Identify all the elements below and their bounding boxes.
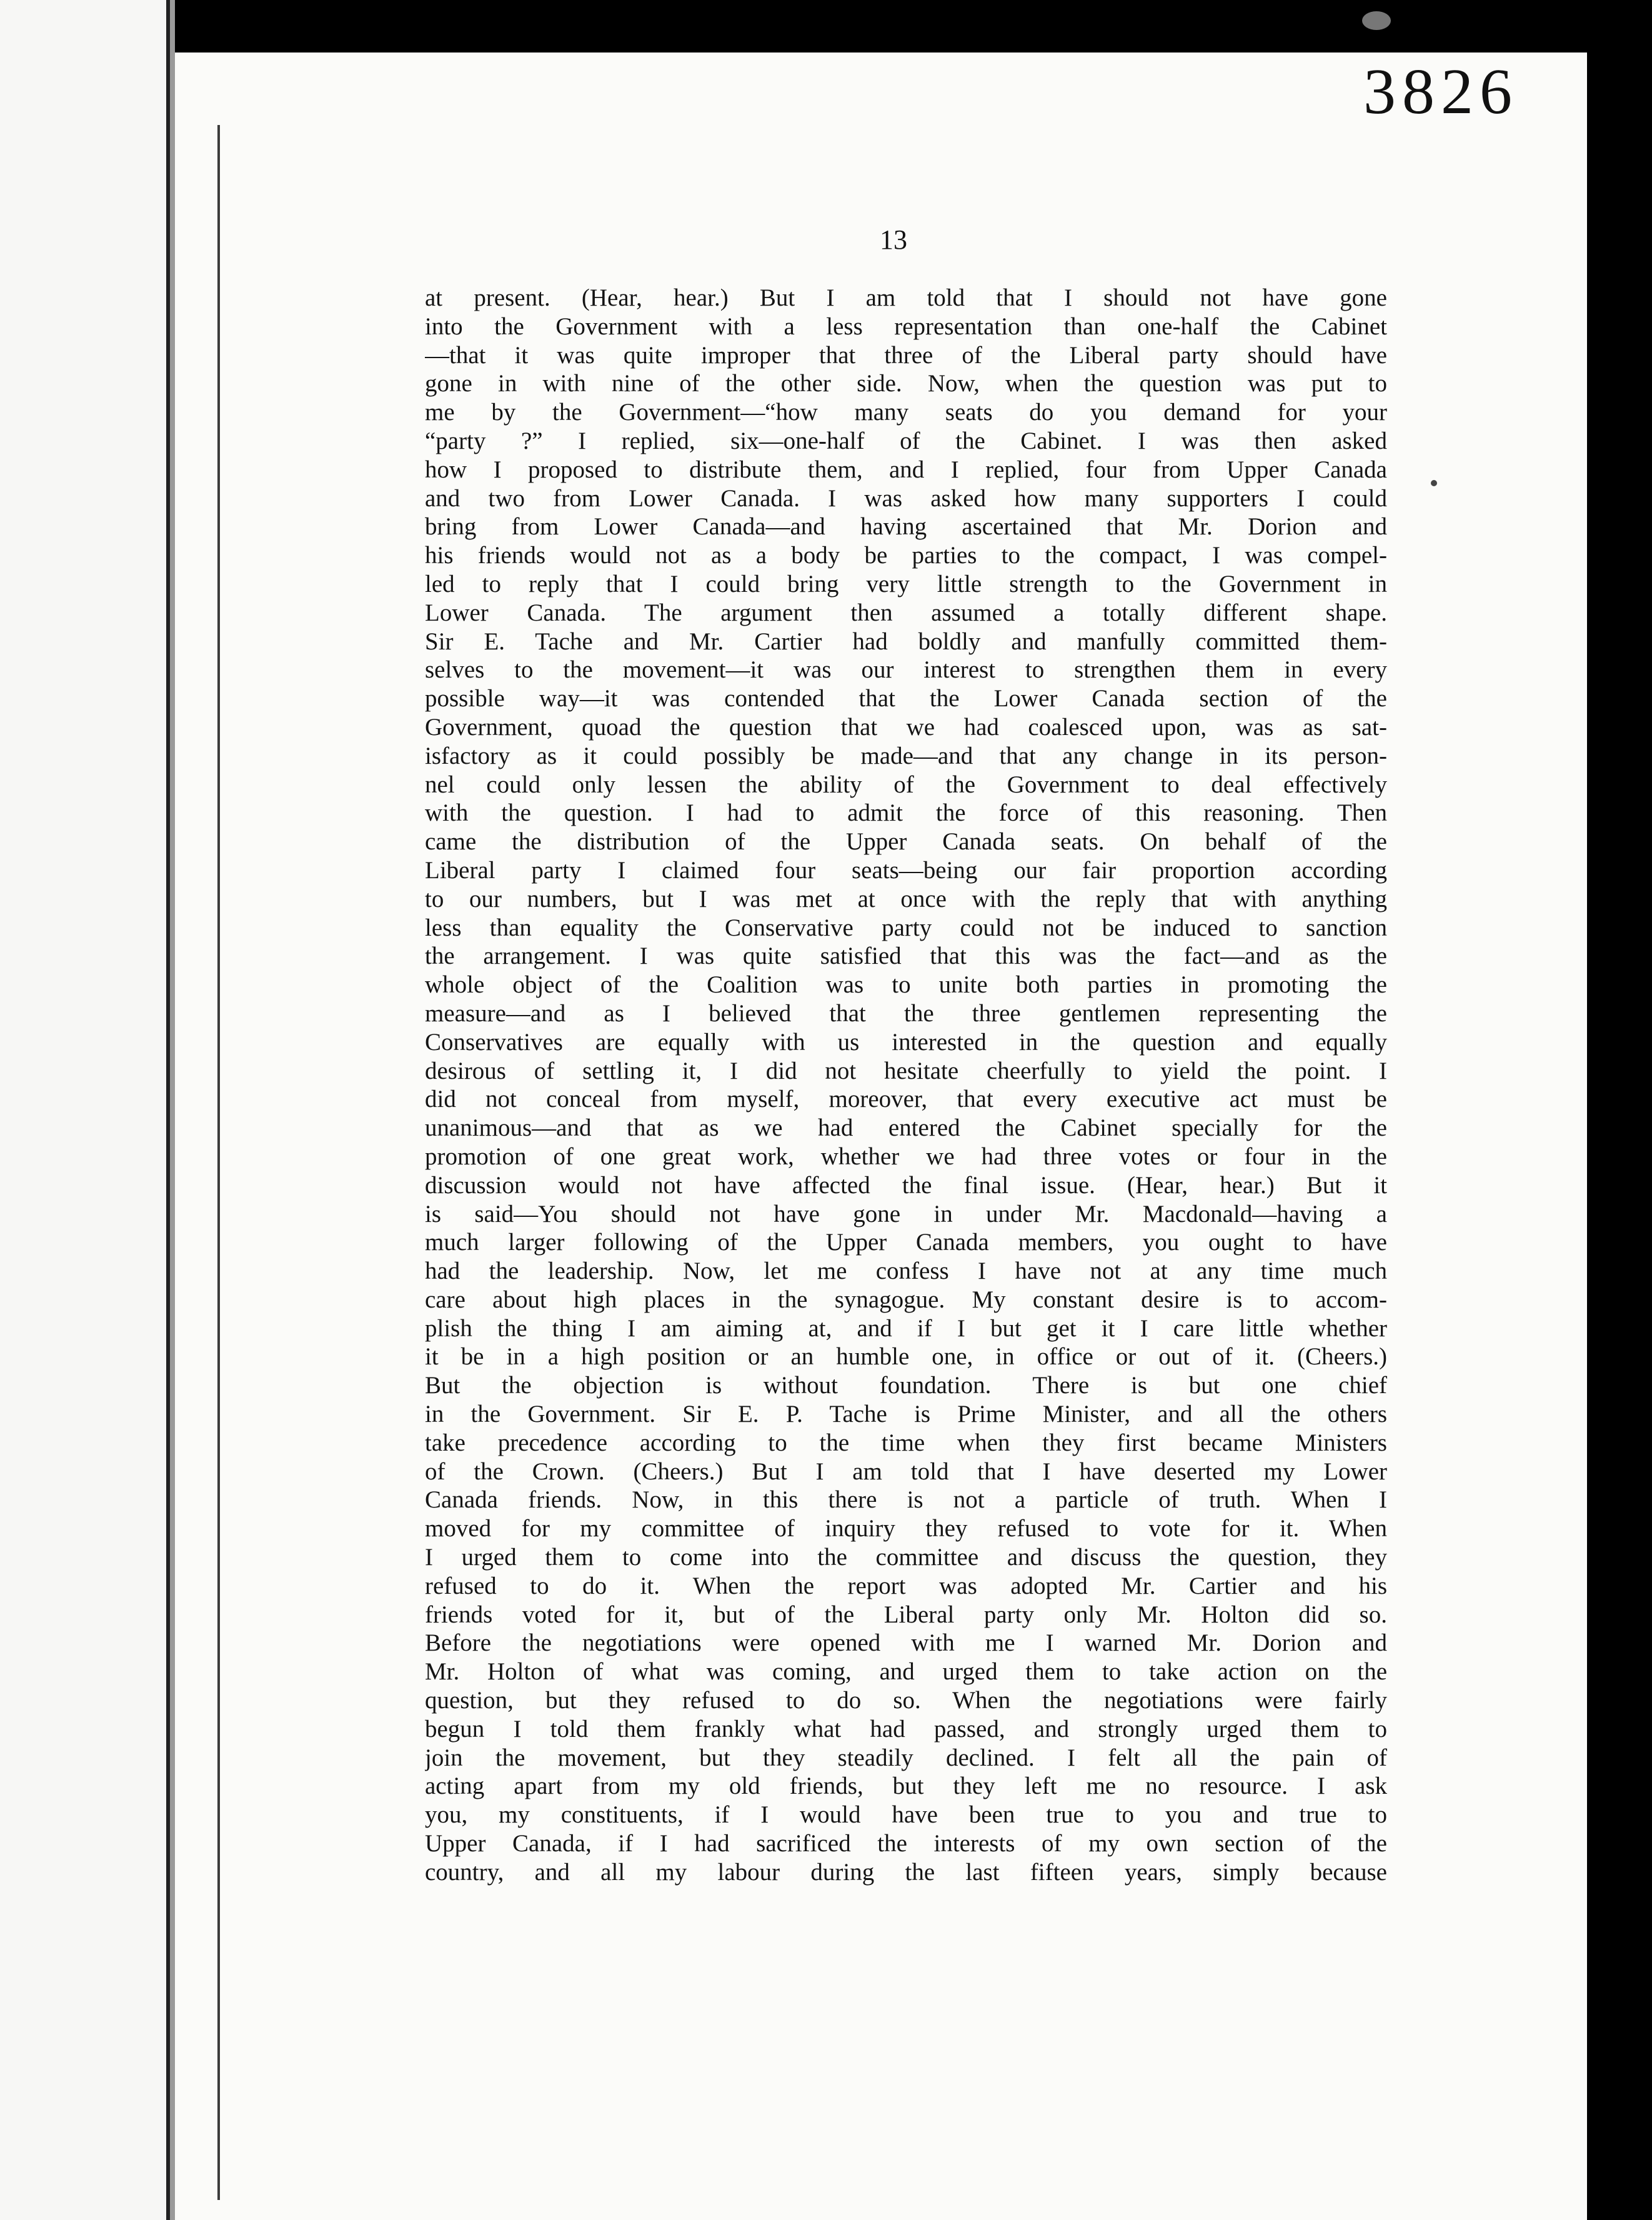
binding-rule [217, 125, 220, 2200]
text-line: selves to the movement—it was our interest to strengthen them in every [425, 656, 1387, 684]
text-line: Conservatives are equally with us interested in the question and equally [425, 1028, 1387, 1056]
text-line: care about high places in the synagogue. My constant desire is to accom- [425, 1286, 1387, 1313]
text-line: Government, quoad the question that we had coalesced upon, was as sat- [425, 713, 1387, 741]
text-line: is said—You should not have gone in under Mr. Macdonald—having a [425, 1200, 1387, 1228]
facing-page-edge [0, 0, 169, 2220]
text-line: begun I told them frankly what had passed, and strongly urged them to [425, 1715, 1387, 1742]
page-number: 13 [880, 224, 907, 255]
text-line: But the objection is without foundation. There is but one chief [425, 1372, 1387, 1399]
gutter-shadow [170, 0, 175, 2220]
text-line: acting apart from my old friends, but they left me no resource. I ask [425, 1772, 1387, 1800]
text-line: Canada friends. Now, in this there is not a particle of truth. When I [425, 1486, 1387, 1514]
text-line: nel could only lessen the ability of the Government to deal effectively [425, 771, 1387, 798]
text-line: country, and all my labour during the last fifteen years, simply because [425, 1858, 1387, 1886]
text-line: gone in with nine of the other side. Now, when the question was put to [425, 370, 1387, 398]
text-line: moved for my committee of inquiry they refused to vote for it. When [425, 1515, 1387, 1542]
text-line: possible way—it was contended that the Lower Canada section of the [425, 685, 1387, 712]
text-line: led to reply that I could bring very little strength to the Government in [425, 570, 1387, 598]
text-line: much larger following of the Upper Canada members, you ought to have [425, 1229, 1387, 1256]
text-line: measure—and as I believed that the three gentlemen representing the [425, 999, 1387, 1027]
text-line: —that it was quite improper that three of the Liberal party should have [425, 341, 1387, 369]
text-line: I urged them to come into the committee and discuss the question, they [425, 1544, 1387, 1571]
text-line: came the distribution of the Upper Canada seats. On behalf of the [425, 828, 1387, 856]
text-line: did not conceal from myself, moreover, that every executive act must be [425, 1086, 1387, 1113]
text-line: discussion would not have affected the final issue. (Hear, hear.) But it [425, 1171, 1387, 1199]
text-line: friends voted for it, but of the Liberal party only Mr. Holton did so. [425, 1601, 1387, 1628]
text-line: unanimous—and that as we had entered the Cabinet specially for the [425, 1114, 1387, 1142]
text-line: you, my constituents, if I would have been true to you and true to [425, 1801, 1387, 1829]
text-line: and two from Lower Canada. I was asked how many supporters I could [425, 484, 1387, 512]
text-line: it be in a high position or an humble one, in office or out of it. (Cheers.) [425, 1343, 1387, 1371]
text-line: Upper Canada, if I had sacrificed the interests of my own section of the [425, 1830, 1387, 1858]
text-line: Sir E. Tache and Mr. Cartier had boldly and manfully committed them- [425, 628, 1387, 655]
text-line: of the Crown. (Cheers.) But I am told that I have deserted my Lower [425, 1458, 1387, 1485]
catalog-number: 3826 [1363, 56, 1518, 128]
text-line: Lower Canada. The argument then assumed a totally different shape. [425, 599, 1387, 626]
text-line: into the Government with a less representation than one-half the Cabinet [425, 312, 1387, 340]
scan-speck [1431, 480, 1437, 486]
text-line: Liberal party I claimed four seats—being our fair proportion according [425, 856, 1387, 884]
text-line: in the Government. Sir E. P. Tache is Prime Minister, and all the others [425, 1401, 1387, 1428]
text-line: me by the Government—“how many seats do you demand for your [425, 399, 1387, 426]
text-line: refused to do it. When the report was adopted Mr. Cartier and his [425, 1572, 1387, 1599]
text-line: “party ?” I replied, six—one-half of the Cabinet. I was then asked [425, 427, 1387, 454]
text-line: to our numbers, but I was met at once with the reply that with anything [425, 885, 1387, 912]
text-line: plish the thing I am aiming at, and if I but get it I care little whether [425, 1314, 1387, 1342]
text-line: take precedence according to the time when they first became Ministers [425, 1429, 1387, 1456]
text-line: at present. (Hear, hear.) But I am told that I should not have gone [425, 284, 1387, 311]
scan-border [1587, 52, 1652, 2220]
text-line: the arrangement. I was quite satisfied that this was the fact—and as the [425, 942, 1387, 970]
text-line: less than equality the Conservative party could not be induced to sanction [425, 914, 1387, 941]
text-line: promotion of one great work, whether we had three votes or four in the [425, 1142, 1387, 1170]
text-line: how I proposed to distribute them, and I replied, four from Upper Canada [425, 456, 1387, 483]
text-line: desirous of settling it, I did not hesitate cheerfully to yield the point. I [425, 1057, 1387, 1084]
text-line: Mr. Holton of what was coming, and urged them to take action on the [425, 1658, 1387, 1686]
text-line: isfactory as it could possibly be made—and that any change in its person- [425, 742, 1387, 769]
text-line: with the question. I had to admit the force of this reasoning. Then [425, 799, 1387, 827]
text-line: bring from Lower Canada—and having ascertained that Mr. Dorion and [425, 513, 1387, 541]
text-line: join the movement, but they steadily declined. I felt all the pain of [425, 1744, 1387, 1771]
text-line: had the leadership. Now, let me confess I have not at any time much [425, 1258, 1387, 1285]
text-line: his friends would not as a body be parties to the compact, I was compel- [425, 542, 1387, 569]
text-line: Before the negotiations were opened with me I warned Mr. Dorion and [425, 1629, 1387, 1657]
body-text [425, 284, 1387, 1887]
scan-speck [1362, 11, 1391, 30]
text-line: question, but they refused to do so. When the negotiations were fairly [425, 1687, 1387, 1714]
text-line: whole object of the Coalition was to unite both parties in promoting the [425, 971, 1387, 999]
